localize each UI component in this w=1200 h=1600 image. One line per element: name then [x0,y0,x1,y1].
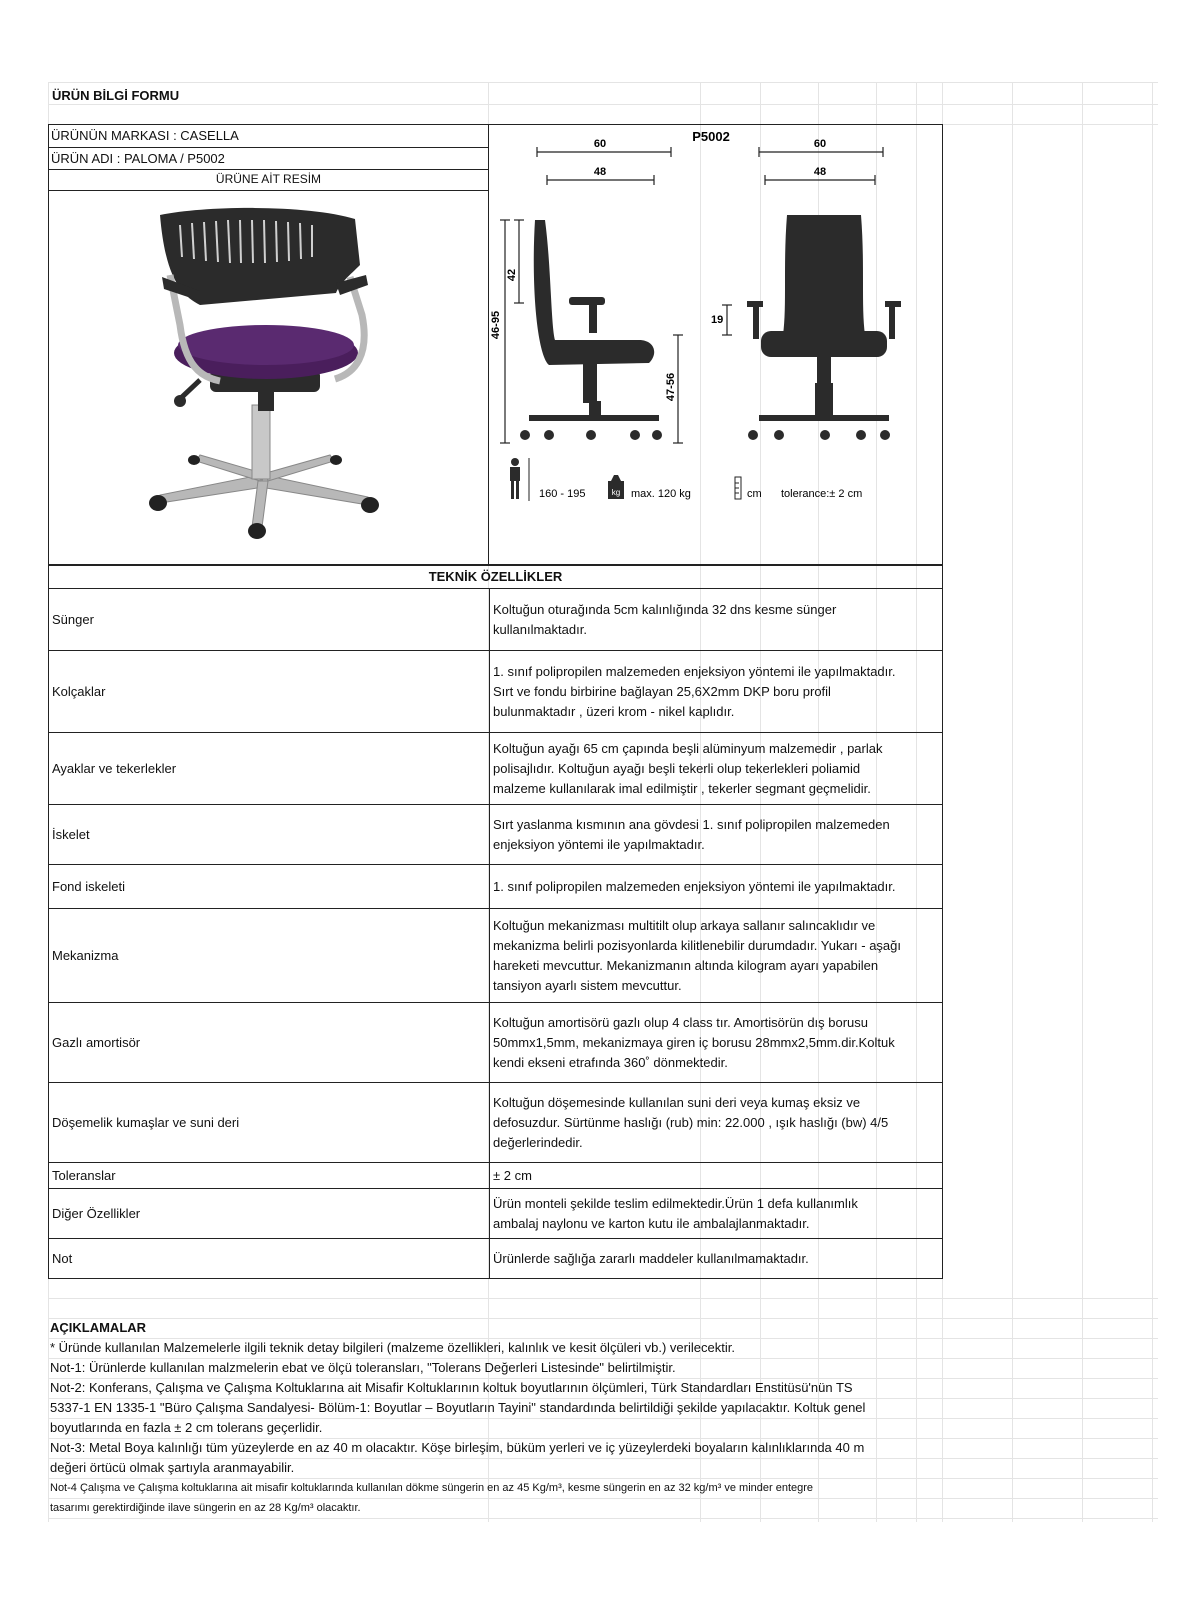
spec-value [490,733,943,805]
spec-value-line: Koltuğun oturağında 5cm kalınlığında 32 dns kesme sünger [493,601,837,617]
spec-row [49,1003,943,1083]
spec-value [490,1163,943,1189]
spec-value [490,1239,943,1279]
spec-value-line: kullanılmaktadır. [493,621,587,637]
spec-value-line: Koltuğun döşemesinde kullanılan suni deri veya kumaş eksiz ve [493,1094,861,1110]
spec-value-line: polisajlıdır. Koltuğun ayağı beşli tekerli olup tekerlekleri poliamid [493,760,861,776]
spec-label: Sünger [49,589,490,651]
spec-row [49,865,943,909]
spec-row [49,589,943,651]
note-line: tasarımı gerektirdiğinde ilave süngerin en az 28 Kg/m³ olacaktır. [50,1502,361,1514]
note-line: Not-1: Ürünlerde kullanılan malzmelerin ebat ve ölçü toleransları, "Tolerans Değerleri Listesinde" belirtilmiştir. [50,1360,676,1375]
model-label: P5002 [692,129,730,144]
spec-value-line: defosuzdur. Sürtünme haslığı (rub) min: 22.000 , ışık haslığı (bw) 4/5 [493,1114,889,1130]
spec-value-line: Koltuğun ayağı 65 cm çapında beşli alüminyum malzemedir , parlak [493,740,883,756]
spec-row [49,1189,943,1239]
spec-value-line: değerlerindedir. [493,1134,583,1150]
spec-label: Gazlı amortisör [49,1003,490,1083]
dim-right-width: 60 [813,138,827,150]
spec-value-line: mekanizma belirli pozisyonlarda kilitlenebilir durumdadır. Yukarı - aşağı [493,937,902,953]
tech-header-row [49,566,943,589]
spec-value [490,865,943,909]
product-name-label: ÜRÜN ADI : PALOMA / P5002 [51,151,225,166]
spec-value-line: tansiyon ayarlı sistem mevcuttur. [493,977,682,993]
chair-photo [140,205,400,545]
brand-label: ÜRÜNÜN MARKASI : CASELLA [51,128,239,143]
spec-label: Not [49,1239,490,1279]
spec-label: Diğer Özellikler [49,1189,490,1239]
tech-header: TEKNİK ÖZELLİKLER [49,566,943,589]
spec-value-line: Ürünlerde sağlığa zararlı maddeler kullanılmamaktadır. [493,1250,809,1266]
spec-value-line: Koltuğun mekanizması multitilt olup arkaya sallanır salıncaklıdır ve [493,917,876,933]
form-title: ÜRÜN BİLGİ FORMU [52,88,180,103]
spec-label: Toleranslar [49,1163,490,1189]
spec-label: Fond iskeleti [49,865,490,909]
spec-value-line: Koltuğun amortisörü gazlı olup 4 class tır. Amortisörün dış borusu [493,1014,869,1030]
note-line: değeri örtücü olmak şartıyla aranmayabilir. [50,1460,295,1475]
ruler-icon [735,477,741,499]
spec-row [49,733,943,805]
spec-value [490,651,943,733]
notes-heading: AÇIKLAMALAR [50,1320,147,1335]
front-view-chair [747,215,901,440]
spec-value [490,589,943,651]
note-line: * Üründe kullanılan Malzemelerle ilgili teknik detay bilgileri (malzeme özellikleri, kalınlık ve kesit ölçüleri vb.) verilecektir. [50,1340,735,1355]
spec-row [49,909,943,1003]
spec-value-line: 50mmx1,5mm, mekanizmaya giren iç borusu 28mmx2,5mm.dir.Koltuk [493,1034,895,1050]
weight-icon [608,475,624,499]
spec-label: Mekanizma [49,909,490,1003]
dim-left-width: 60 [593,138,607,150]
person-icon [510,458,520,499]
spec-value [490,805,943,865]
side-view-chair [520,220,662,440]
spec-value-line: bulunmaktadır , üzeri krom - nikel kaplıdır. [493,703,735,719]
notes-section [50,1318,950,1518]
max-weight-label: max. 120 kg [631,488,691,500]
spec-value-line: malzeme kullanılarak imal edilmiştir , tekerler segmant geçmelidir. [493,780,871,796]
spec-row [49,1083,943,1163]
unit-label: cm [747,488,762,500]
spec-value-line: Sırt ve fondu birbirine bağlayan 25,6X2mm DKP boru profil [493,683,831,699]
spec-value [490,1083,943,1163]
spec-label: İskelet [49,805,490,865]
spec-value-line: 1. sınıf polipropilen malzemeden enjeksiyon yöntemi ile yapılmaktadır. [493,878,896,894]
tech-specs-table [48,565,943,1279]
dim-left-seat-width: 48 [593,166,607,178]
tolerance-label: tolerance:± 2 cm [781,488,863,500]
note-line: 5337-1 EN 1335-1 "Büro Çalışma Sandalyesi- Bölüm-1: Boyutlar – Boyutların Tayini" standardında belirtildiği şekilde yapılacaktır. Koltuk genel [50,1400,866,1415]
spec-row [49,651,943,733]
dimension-drawing [489,125,942,564]
svg-text:kg: kg [611,488,621,497]
spec-label: Döşemelik kumaşlar ve suni deri [49,1083,490,1163]
note-line: Not-4 Çalışma ve Çalışma koltuklarına ait misafir koltuklarında kullanılan dökme süngerin en az 45 Kg/m³, kesme süngerin en az 32 kg/m³ ve minder entegre [50,1482,814,1494]
dim-back-height: 42 [506,268,518,282]
spec-value-line: 1. sınıf polipropilen malzemeden enjeksiyon yöntemi ile yapılmaktadır. [493,663,896,679]
spec-label: Kolçaklar [49,651,490,733]
spec-value [490,1003,943,1083]
dim-seat-height: 47-56 [665,372,677,402]
spec-value-line: hareketi mevcuttur. Mekanizmanın altında kilogram ayarı yapabilen [493,957,879,973]
photo-caption: ÜRÜNE AİT RESİM [215,172,322,186]
dim-total-height: 46-95 [490,310,502,340]
spec-value [490,1189,943,1239]
spec-row [49,1163,943,1189]
spec-row [49,805,943,865]
spec-label: Ayaklar ve tekerlekler [49,733,490,805]
dim-right-seat-width: 48 [813,166,827,178]
note-line: Not-2: Konferans, Çalışma ve Çalışma Koltuklarına ait Misafir Koltuklarının koltuk boyutlarının ölçümleri, Türk Standardları Enstitüsü'nün TS [50,1380,853,1395]
dim-arm-height: 19 [711,314,724,326]
spec-value [490,909,943,1003]
spec-value-line: ambalaj naylonu ve karton kutu ile ambalajlanmaktadır. [493,1215,810,1231]
spec-row [49,1239,943,1279]
spec-value-line: ± 2 cm [493,1167,532,1183]
note-line: Not-3: Metal Boya kalınlığı tüm yüzeylerde en az 40 m olacaktır. Köşe birleşim, büküm yerleri ve iç yüzeylerdeki boyaların kalınlıklarında 40 m [50,1440,865,1455]
spec-value-line: Sırt yaslanma kısmının ana gövdesi 1. sınıf polipropilen malzemeden [493,816,890,832]
note-line: boyutlarında en fazla ± 2 cm tolerans geçerlidir. [50,1420,323,1435]
spec-value-line: kendi ekseni etrafında 360˚ dönmektedir. [493,1054,728,1070]
user-height-label: 160 - 195 [539,488,586,500]
spec-value-line: Ürün monteli şekilde teslim edilmektedir.Ürün 1 defa kullanımlık [493,1195,858,1211]
spec-value-line: enjeksiyon yöntemi ile yapılmaktadır. [493,836,705,852]
